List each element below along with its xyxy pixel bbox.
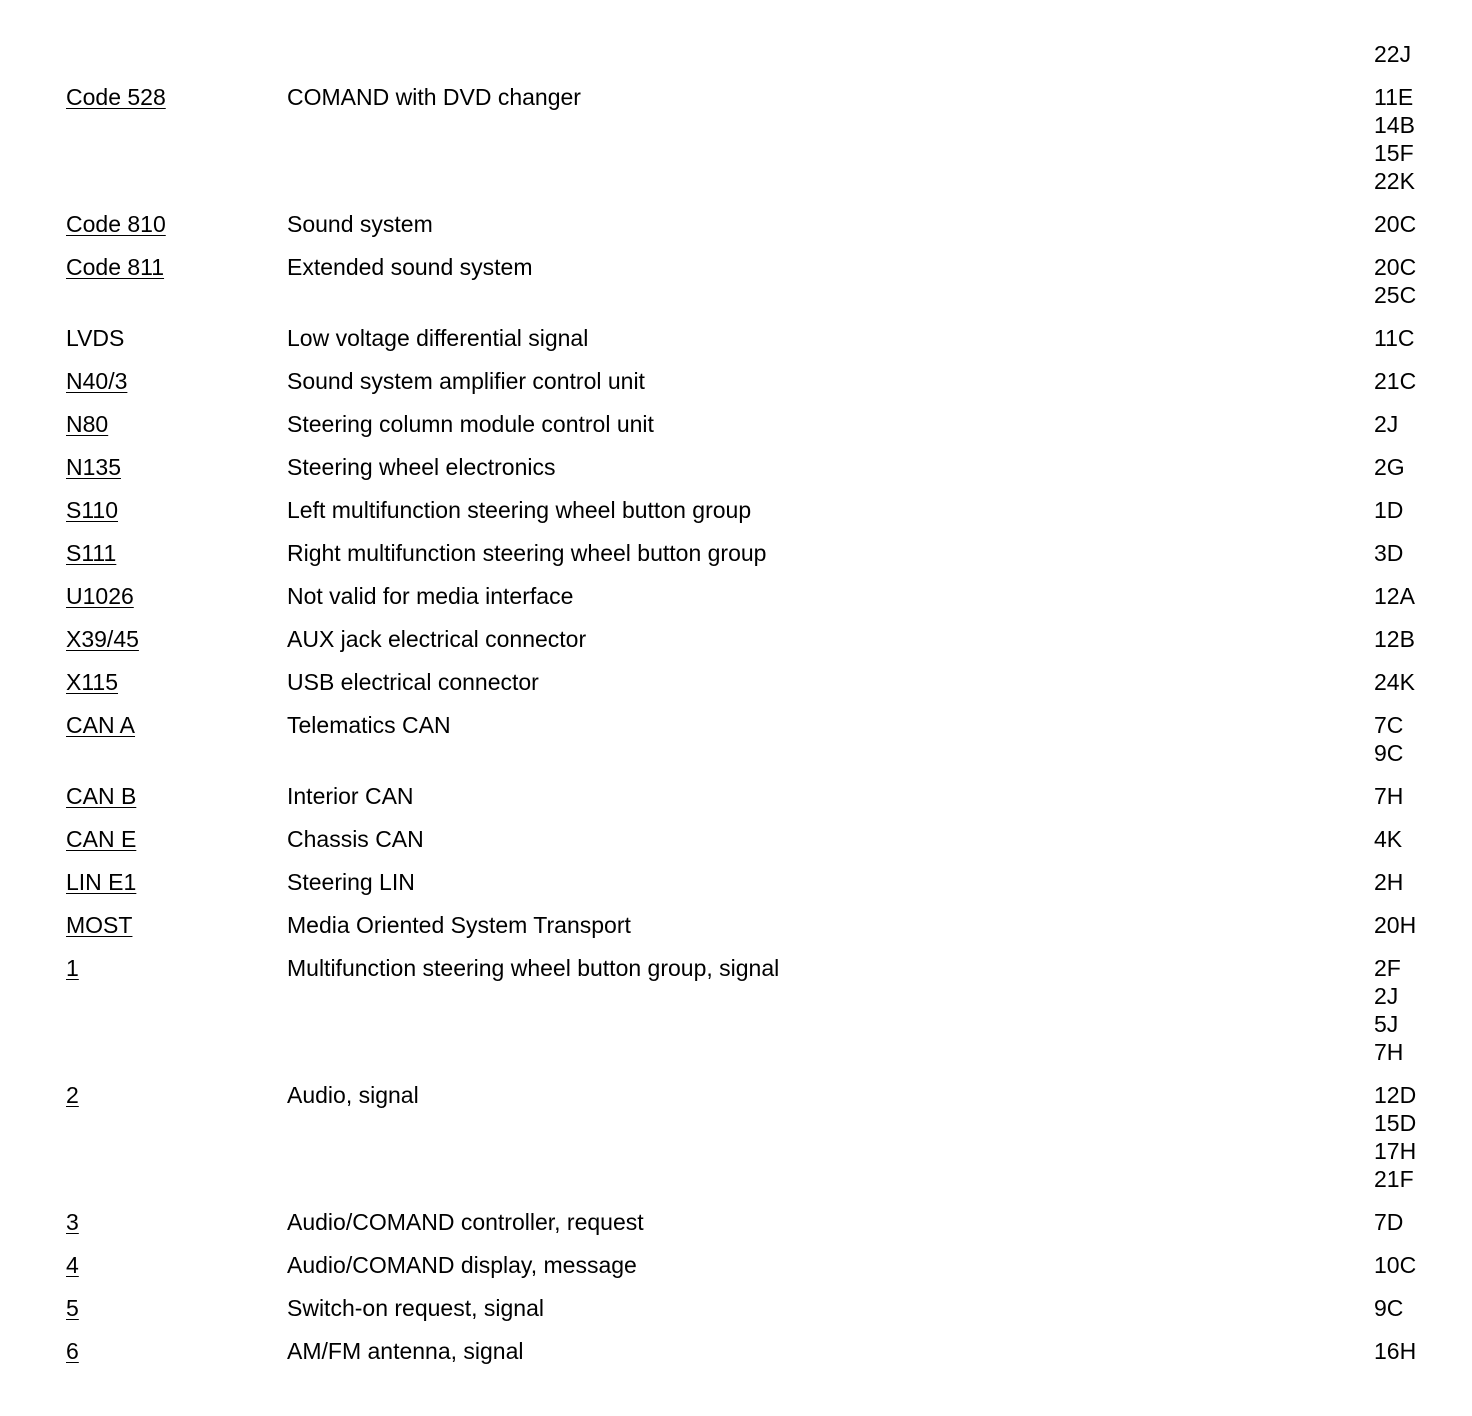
legend-row — [0, 210, 1472, 238]
legend-row — [0, 253, 1472, 309]
legend-row — [0, 1251, 1472, 1279]
legend-rows — [0, 83, 1472, 1365]
legend-row — [0, 539, 1472, 567]
grid-ref: 12B — [1374, 626, 1415, 652]
grid-ref: 22J — [1374, 41, 1412, 67]
grid-ref: 4K — [1374, 826, 1403, 852]
legend-row — [0, 911, 1472, 939]
legend-code[interactable]: CAN E — [66, 826, 137, 852]
legend-description: Multifunction steering wheel button group, signal — [287, 955, 780, 981]
legend-row — [0, 410, 1472, 438]
grid-refs — [1374, 496, 1403, 524]
legend-description: Audio/COMAND controller, request — [287, 1209, 644, 1235]
legend-row — [0, 324, 1472, 352]
grid-ref: 15D — [1374, 1110, 1417, 1136]
legend-row — [0, 711, 1472, 767]
legend-description: Steering LIN — [287, 869, 415, 895]
grid-ref: 14B — [1374, 112, 1415, 138]
legend-description: Left multifunction steering wheel button group — [287, 497, 752, 523]
legend-description: Sound system amplifier control unit — [287, 368, 645, 394]
grid-ref: 20C — [1374, 211, 1417, 237]
grid-ref: 2J — [1374, 983, 1399, 1009]
legend-code[interactable]: 4 — [66, 1252, 79, 1278]
grid-ref: 12A — [1374, 583, 1415, 609]
grid-ref: 12D — [1374, 1082, 1417, 1108]
legend-row — [0, 1208, 1472, 1236]
grid-refs — [1374, 625, 1415, 653]
grid-refs — [1374, 453, 1405, 481]
legend-row — [0, 367, 1472, 395]
grid-ref: 3D — [1374, 540, 1404, 566]
grid-ref: 5J — [1374, 1011, 1399, 1037]
grid-ref: 21C — [1374, 368, 1417, 394]
legend-code[interactable]: 2 — [66, 1082, 79, 1108]
legend-code: LVDS — [66, 325, 125, 351]
legend-row — [0, 1294, 1472, 1322]
grid-ref: 22K — [1374, 168, 1415, 194]
legend-code[interactable]: N135 — [66, 454, 121, 480]
legend-row — [0, 1337, 1472, 1365]
legend-code[interactable]: CAN A — [66, 712, 136, 738]
legend-description: Audio/COMAND display, message — [287, 1252, 637, 1278]
legend-description: Extended sound system — [287, 254, 533, 280]
legend-code[interactable]: MOST — [66, 912, 133, 938]
legend-row — [0, 868, 1472, 896]
legend-code[interactable]: S110 — [66, 497, 119, 523]
legend-row — [0, 1081, 1472, 1193]
legend-description: Telematics CAN — [287, 712, 451, 738]
legend-description: Right multifunction steering wheel button group — [287, 540, 767, 566]
legend-description: Low voltage differential signal — [287, 325, 589, 351]
legend-description: Interior CAN — [287, 783, 414, 809]
legend-row — [0, 625, 1472, 653]
legend-description: Chassis CAN — [287, 826, 424, 852]
grid-ref: 7C — [1374, 712, 1404, 738]
grid-ref: 16H — [1374, 1338, 1417, 1364]
legend-row — [0, 582, 1472, 610]
grid-refs — [1374, 782, 1403, 810]
grid-refs — [1374, 911, 1416, 939]
legend-code[interactable]: X115 — [66, 669, 119, 695]
legend-code[interactable]: S111 — [66, 540, 117, 566]
legend-description: Sound system — [287, 211, 433, 237]
continued-row — [0, 40, 1472, 68]
grid-ref: 24K — [1374, 669, 1415, 695]
grid-ref: 7D — [1374, 1209, 1404, 1235]
grid-ref: 2G — [1374, 454, 1405, 480]
grid-ref: 7H — [1374, 783, 1404, 809]
legend-code[interactable]: Code 811 — [66, 254, 165, 280]
legend-description: Media Oriented System Transport — [287, 912, 631, 938]
legend-description: Audio, signal — [287, 1082, 419, 1108]
grid-refs — [1374, 825, 1402, 853]
grid-refs — [1374, 1337, 1416, 1365]
grid-refs — [1374, 1294, 1403, 1322]
legend-code[interactable]: Code 810 — [66, 211, 166, 237]
continued-refs — [1374, 40, 1411, 68]
legend-code[interactable]: CAN B — [66, 783, 137, 809]
grid-refs — [1374, 210, 1416, 238]
grid-ref: 2F — [1374, 955, 1401, 981]
legend-code[interactable]: U1026 — [66, 583, 134, 609]
grid-ref: 9C — [1374, 740, 1404, 766]
grid-refs — [1374, 868, 1403, 896]
legend-row — [0, 782, 1472, 810]
legend-row — [0, 453, 1472, 481]
grid-ref: 25C — [1374, 282, 1417, 308]
grid-refs — [1374, 410, 1398, 438]
grid-ref: 20C — [1374, 254, 1417, 280]
legend-code[interactable]: 6 — [66, 1338, 79, 1364]
grid-refs — [1374, 83, 1415, 195]
legend-row — [0, 496, 1472, 524]
legend-row — [0, 83, 1472, 195]
legend-row — [0, 668, 1472, 696]
legend-code[interactable]: X39/45 — [66, 626, 139, 652]
grid-ref: 2J — [1374, 411, 1399, 437]
grid-ref: 15F — [1374, 140, 1414, 166]
grid-ref: 11C — [1374, 325, 1415, 351]
grid-refs — [1374, 253, 1416, 309]
legend-description: USB electrical connector — [287, 669, 539, 695]
legend-description: COMAND with DVD changer — [287, 84, 581, 110]
grid-refs — [1374, 668, 1415, 696]
legend-description: AM/FM antenna, signal — [287, 1338, 524, 1364]
legend-table — [0, 40, 1472, 1380]
legend-description: Not valid for media interface — [287, 583, 574, 609]
grid-refs — [1374, 367, 1416, 395]
grid-ref: 20H — [1374, 912, 1417, 938]
grid-ref: 11E — [1374, 84, 1414, 110]
grid-ref: 9C — [1374, 1295, 1404, 1321]
grid-refs — [1374, 539, 1403, 567]
legend-description: Switch-on request, signal — [287, 1295, 544, 1321]
legend-code[interactable]: LIN E1 — [66, 869, 137, 895]
grid-refs — [1374, 1081, 1416, 1193]
legend-code[interactable]: N80 — [66, 411, 109, 437]
legend-code[interactable]: 3 — [66, 1209, 79, 1235]
legend-description: AUX jack electrical connector — [287, 626, 587, 652]
grid-refs — [1374, 954, 1403, 1066]
grid-ref: 17H — [1374, 1138, 1417, 1164]
legend-code[interactable]: 5 — [66, 1295, 79, 1321]
grid-refs — [1374, 324, 1415, 352]
legend-code[interactable]: 1 — [66, 955, 79, 981]
grid-refs — [1374, 1208, 1403, 1236]
legend-row — [0, 825, 1472, 853]
legend-description: Steering wheel electronics — [287, 454, 556, 480]
grid-ref: 7H — [1374, 1039, 1404, 1065]
grid-refs — [1374, 1251, 1416, 1279]
legend-row — [0, 954, 1472, 1066]
grid-ref: 2H — [1374, 869, 1404, 895]
legend-code[interactable]: N40/3 — [66, 368, 128, 394]
grid-ref: 10C — [1374, 1252, 1417, 1278]
grid-refs — [1374, 582, 1415, 610]
legend-description: Steering column module control unit — [287, 411, 654, 437]
legend-code[interactable]: Code 528 — [66, 84, 166, 110]
grid-ref: 21F — [1374, 1166, 1414, 1192]
grid-refs — [1374, 711, 1403, 767]
grid-ref: 1D — [1374, 497, 1404, 523]
